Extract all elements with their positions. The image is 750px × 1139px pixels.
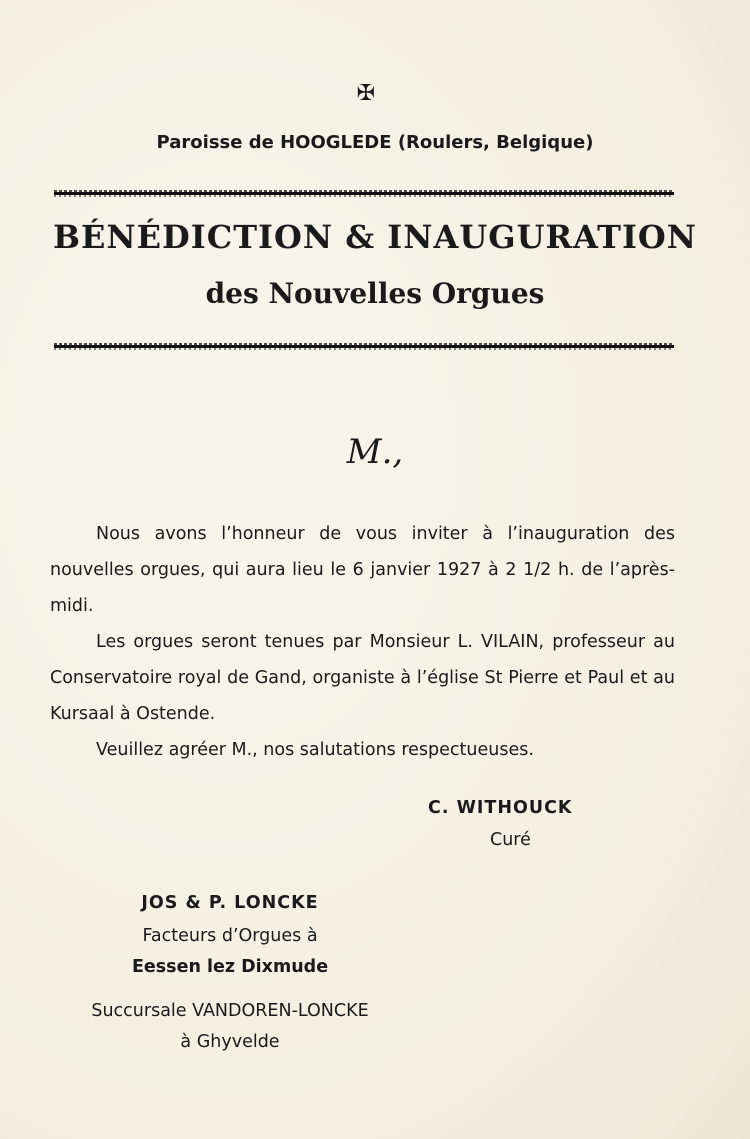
organ-builder-role: Facteurs d’Orgues à [142, 926, 318, 946]
organist-text: Les orgues seront tenues par Monsieur L. VILAIN, professeur au Conservatoire royal de Gand, organiste à l’église St Pierre et Paul et au Kursaal à Ostende. [50, 632, 675, 724]
parish-header [0, 132, 750, 153]
invitation-text: Nous avons l’honneur de vous inviter à l’inauguration des nouvelles orgues, qui aura lieu le 6 janvier 1927 à 2 1/2 h. de l’après-midi. [50, 524, 675, 616]
organ-builder-name: JOS & P. LONCKE [141, 893, 319, 913]
organist-paragraph [50, 624, 675, 732]
parish-name: Paroisse de HOOGLEDE [156, 132, 392, 153]
signature-title: Curé [490, 830, 531, 850]
cross-ornament-icon: ✠ [356, 81, 376, 106]
parish-location: (Roulers, Belgique) [397, 132, 594, 153]
decorative-rule-top [54, 189, 674, 197]
branch-town: à Ghyvelde [180, 1032, 280, 1052]
signature-name: C. WITHOUCK [428, 798, 573, 818]
closing-text: Veuillez agréer M., nos salutations respectueuses. [96, 740, 534, 760]
invitation-paragraph [50, 516, 675, 624]
title-line-1: BÉNÉDICTION & INAUGURATION [52, 218, 698, 256]
branch-name: Succursale VANDOREN-LONCKE [91, 1001, 369, 1021]
decorative-rule-bottom [54, 342, 674, 350]
organ-builder-town: Eessen lez Dixmude [131, 957, 329, 977]
salutation: M., [346, 432, 404, 472]
title-line-2: des Nouvelles Orgues [205, 277, 545, 310]
closing-paragraph [50, 732, 675, 768]
